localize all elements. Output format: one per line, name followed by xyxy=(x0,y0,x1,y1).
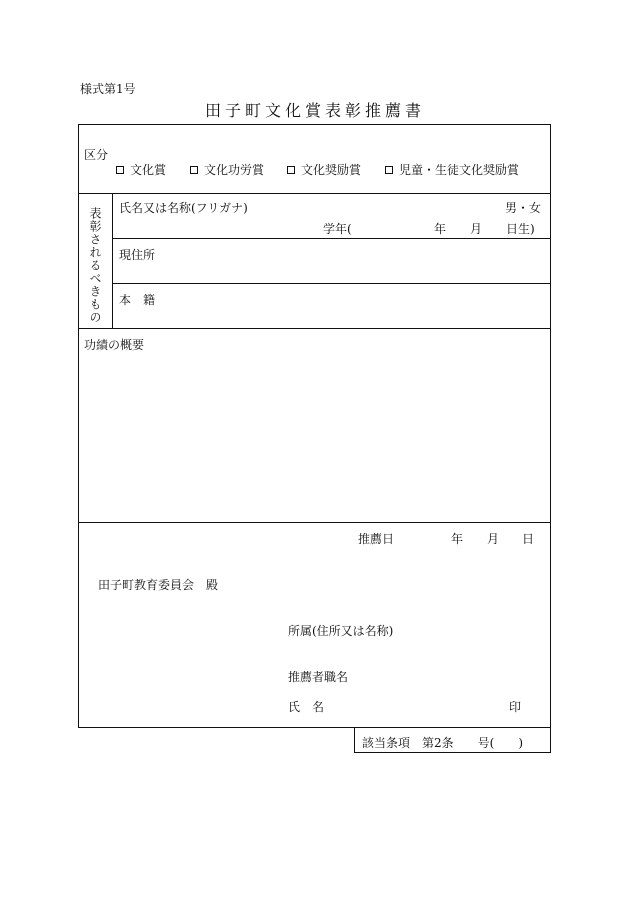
checkbox[interactable] xyxy=(385,166,393,174)
reference-label: 該当条項 第2条 号( ) xyxy=(362,736,523,750)
birth-year-unit: 年 xyxy=(434,222,447,236)
name-label: 氏名又は名称(フリガナ) xyxy=(119,201,248,215)
divider-achievements xyxy=(78,522,551,523)
category-option-label: 児童・生徒文化奨励賞 xyxy=(399,163,520,177)
addressee: 田子町教育委員会 殿 xyxy=(98,578,219,592)
divider-category xyxy=(78,193,551,194)
category-label: 区分 xyxy=(84,148,109,162)
gender-options[interactable]: 男・女 xyxy=(505,201,542,215)
nominee-side-label: 表彰されるべきもの xyxy=(88,207,102,324)
achievements-label: 功績の概要 xyxy=(84,338,145,352)
category-option-label: 文化功労賞 xyxy=(204,163,265,177)
address-label: 現住所 xyxy=(119,248,156,262)
checkbox[interactable] xyxy=(116,166,124,174)
recommend-year-unit: 年 xyxy=(451,532,464,546)
birth-month-unit: 月 xyxy=(470,222,483,236)
category-option-label: 文化賞 xyxy=(130,163,167,177)
category-option-koroshou[interactable] xyxy=(190,161,264,178)
affiliation-label: 所属(住所又は名称) xyxy=(288,624,394,638)
recommender-title-label: 推薦者職名 xyxy=(288,670,349,684)
seal-label: 印 xyxy=(509,700,522,714)
divider-name xyxy=(112,238,551,239)
category-option-bunkasho[interactable] xyxy=(116,161,166,178)
divider-nominee xyxy=(78,328,551,329)
form-number: 様式第1号 xyxy=(80,82,136,96)
checkbox[interactable] xyxy=(190,166,198,174)
divider-address xyxy=(112,283,551,284)
domicile-label: 本 籍 xyxy=(119,293,156,307)
page-title: 田子町文化賞表彰推薦書 xyxy=(204,101,425,120)
grade-label: 学年( xyxy=(323,222,352,236)
category-option-label: 文化奨励賞 xyxy=(301,163,362,177)
recommend-date-label: 推薦日 xyxy=(358,532,395,546)
checkbox[interactable] xyxy=(287,166,295,174)
birth-day-label: 日生) xyxy=(506,222,535,236)
category-option-student[interactable] xyxy=(385,161,519,178)
recommender-name-label: 氏 名 xyxy=(288,700,325,714)
recommend-day-unit: 日 xyxy=(522,532,535,546)
recommend-month-unit: 月 xyxy=(487,532,500,546)
category-option-shoreisho[interactable] xyxy=(287,161,361,178)
divider-nominee-side xyxy=(112,193,113,328)
